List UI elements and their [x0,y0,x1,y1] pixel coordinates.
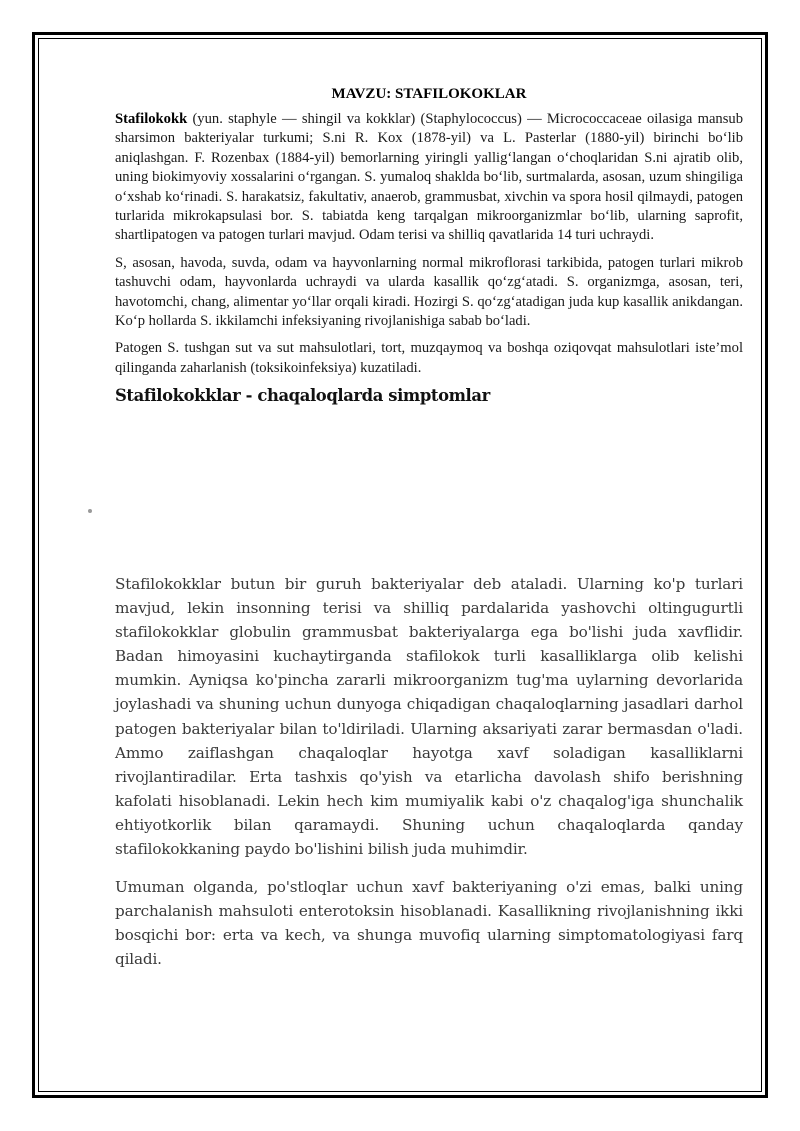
section-heading: Stafilokokklar - chaqaloqlarda simptomlar [115,386,490,406]
document-upper-section [115,85,743,405]
paragraph-definition [115,110,743,246]
document-lower-section [115,572,743,986]
paragraph-enterotoxin: Umuman olganda, po'stloqlar uchun xavf bakteriyaning o'zi emas, balki uning parchalanish mahsuloti enterotoksin hisoblanadi. Kasallikning rivojlanishning ikki bosqichi bor: erta va kech, va shunga muvofiq ularning simptomatologiyasi farq qiladi. [115,878,743,969]
bullet-dot [88,509,92,513]
term-bold: Stafilokokk [115,111,188,127]
paragraph-infants: Stafilokokklar butun bir guruh bakteriyalar deb ataladi. Ularning ko'p turlari mavjud, lekin insonning terisi va shilliq pardalarida yashovchi oltingugurtli stafilokokklar globulin grammusbat bakteriyalarga ega bo'lishi juda xavflidir. Badan himoyasini kuchaytirganda stafilokok turli kasalliklarga olib kelishi mumkin. Ayniqsa ko'pincha zararli mikroorganizm tug'ma uylarning devorlarida joylashadi va shuning uchun dunyoga chiqadigan chaqaloqlarning jasadlari darhol patogen bakteriyalar bilan to'ldiriladi. Ularning aksariyati zarar bermasdan o'ladi. Ammo zaiflashgan chaqaloqlar hayotga xavf soladigan kasalliklarni rivojlantiradilar. Erta tashxis qo'yish va etarlicha davolash shifo berishning kafolati hisoblanadi. Lekin hech kim mumiyalik kabi o'z chaqalog'iga shunchalik ehtiyotkorlik bilan qaramaydi. Shuning uchun chaqaloqlarda qanday stafilokokkaning paydo bo'lishini bilish juda muhimdir. [115,575,743,859]
paragraph-habitat: S, asosan, havoda, suvda, odam va hayvonlarning normal mikroflorasi tarkibida, patogen turlari mikrob tashuvchi odam, hayvonlarda uchraydi va ularda kasallik qo‘zg‘atadi. S. organizmga, asosan, teri, havotomchi, chang, alimentar yo‘llar orqali kiradi. Hozirgi S. qo‘zg‘atadigan juda kup kasallik anikdangan. Ko‘p hollarda S. ikkilamchi infeksiyaning rivojlanishiga sabab bo‘ladi. [115,254,743,330]
document-title: MAVZU: STAFILOKOKLAR [331,86,527,102]
paragraph-poisoning: Patogen S. tushgan sut va sut mahsulotlari, tort, muzqaymoq va boshqa oziqovqat mahsulotlari iste’mol qilinganda zaharlanish (toksikoinfeksiya) kuzatiladi. [115,340,743,376]
definition-text: (yun. staphyle — shingil va kokklar) (Staphylococcus) — Micrococcaceae oilasiga mansub sharsimon bakteriyalar turkumi; S.ni R. Kox (1878-yil) va L. Pasterlar (1880-yil) birinchi bo‘lib aniqlashgan. F. Rozenbax (1884-yil) bemorlarning yiringli yallig‘langan o‘choqlaridan S.ni ajratib olib, uning biokimyoviy xossalarini o‘rgangan. S. yumaloq shaklda bo‘lib, surtmalarda, asosan, uzum shingiliga o‘xshab ko‘rinadi. S. harakatsiz, fakultativ, anaerob, grammusbat, xivchin va spora hosil qilmaydi, patogen turlarida mikrokapsulasi bor. S. tabiatda keng tarqalgan mikroorganizmlar bo‘lib, ularning saprofit, shartlipatogen va patogen turlari mavjud. Odam terisi va shilliq qavatlarida 14 turi uchraydi. [115,111,743,244]
